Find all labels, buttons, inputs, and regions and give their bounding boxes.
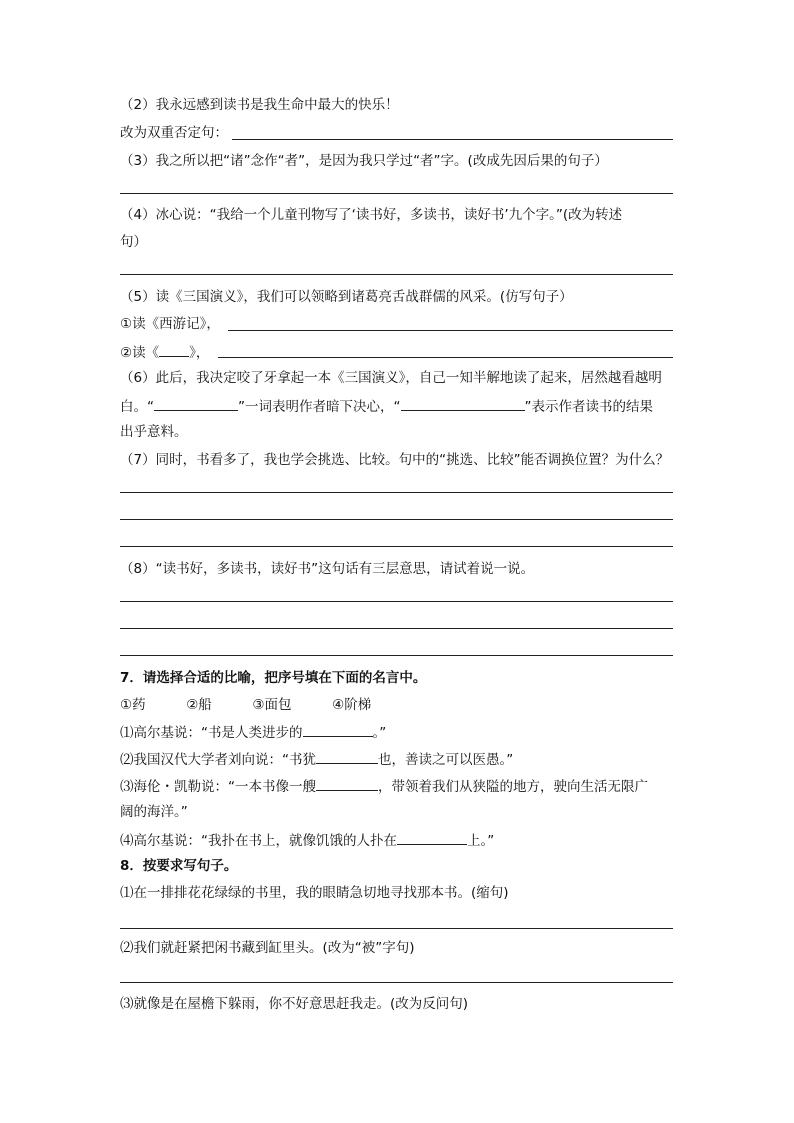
quote-1-text: ⑴高尔基说：“书是人类进步的 [120,725,303,741]
quote-4-end: 上。” [467,833,495,849]
quote-2 [120,749,513,769]
quote-1 [120,722,386,742]
q6-line2 [120,396,653,416]
q2-text: （2）我永远感到读书是我生命中最大的快乐！ [120,97,399,113]
q8-text: （8）“读书好，多读书，读好书”这句话有三层意思，请试着说一说。 [120,561,535,577]
q6-line1: （6）此后，我决定咬了牙拿起一本《三国演义》，自己一知半解地读了起来，居然越看越明 [120,370,662,386]
q5-item2-answer-line[interactable] [218,357,673,358]
q5-item1-answer-line[interactable] [228,330,673,331]
q5-item2-prefix: ②读《 [120,345,160,361]
q4-text-line2: 句） [120,234,147,250]
q6-line2-start: 白。“ [120,399,154,415]
s8-q2-text: ⑵我们就赶紧把闲书藏到缸里头。(改为“被”字句) [120,940,415,956]
q3-text: （3）我之所以把“诸”念作“者”，是因为我只学过“者”字。(改成先因后果的句子） [120,153,608,169]
q4-text-line1: （4）冰心说：“我给一个儿童刊物写了‘读书好，多读书，读好书’九个字。”(改为转述 [120,207,623,223]
q8-answer-line-2[interactable] [120,628,673,629]
q5-item1: ①读《西游记》， [120,316,220,332]
q6-line3: 出乎意料。 [120,424,188,440]
option-2: ②船 [186,697,212,713]
quote-1-blank[interactable] [303,722,373,737]
q6-line2-end: ”表示作者读书的结果 [524,399,653,415]
quote-2-end: 也，善读之可以医愚。” [378,752,514,768]
q5-item2-book-blank[interactable] [159,342,189,357]
quote-3-end: ，带领着我们从狭隘的地方，驶向生活无限广 [378,779,648,795]
q5-item2-suffix: 》， [189,345,210,361]
q2-answer-line[interactable] [232,139,673,140]
q6-blank2[interactable] [401,396,525,411]
q6-blank1[interactable] [154,396,238,411]
q8-answer-line-3[interactable] [120,655,673,656]
quote-4-text: ⑷高尔基说：“我扑在书上，就像饥饿的人扑在 [120,833,397,849]
option-4: ④阶梯 [332,697,372,713]
section8-title: 8．按要求写句子。 [120,858,238,874]
q6-line2-mid: ”一词表明作者暗下决心，“ [238,399,401,415]
q7-text: （7）同时，书看多了，我也学会挑选、比较。句中的“挑选、比较”能否调换位置？为什么？ [120,452,670,468]
section7-options [120,696,371,714]
q2-prompt: 改为双重否定句： [120,125,228,141]
quote-3-blank[interactable] [316,776,378,791]
q7-answer-line-3[interactable] [120,546,673,547]
q5-item2 [120,342,209,362]
quote-4-blank[interactable] [397,830,467,845]
quote-2-text: ⑵我国汉代大学者刘向说：“书犹 [120,752,316,768]
quote-3-continued: 阔的海洋。” [120,804,188,820]
s8-q1-text: ⑴在一排排花花绿绿的书里，我的眼睛急切地寻找那本书。(缩句) [120,885,509,901]
quote-3-text: ⑶海伦・凯勒说：“一本书像一艘 [120,779,316,795]
option-1: ①药 [120,697,146,713]
s8-q2-answer-line[interactable] [120,982,673,983]
q4-answer-line[interactable] [120,274,673,275]
q3-answer-line[interactable] [120,193,673,194]
quote-4 [120,830,494,850]
option-3: ③面包 [252,697,292,713]
q5-text: （5）读《三国演义》，我们可以领略到诸葛亮舌战群儒的风采。(仿写句子） [120,289,573,305]
q7-answer-line-2[interactable] [120,519,673,520]
quote-1-end: 。” [372,725,387,741]
q7-answer-line-1[interactable] [120,492,673,493]
quote-3 [120,776,648,796]
section7-title: 7．请选择合适的比喻，把序号填在下面的名言中。 [120,670,427,686]
s8-q1-answer-line[interactable] [120,928,673,929]
q8-answer-line-1[interactable] [120,601,673,602]
quote-2-blank[interactable] [316,749,378,764]
s8-q3-text: ⑶就像是在屋檐下躲雨，你不好意思赶我走。(改为反问句) [120,996,469,1012]
